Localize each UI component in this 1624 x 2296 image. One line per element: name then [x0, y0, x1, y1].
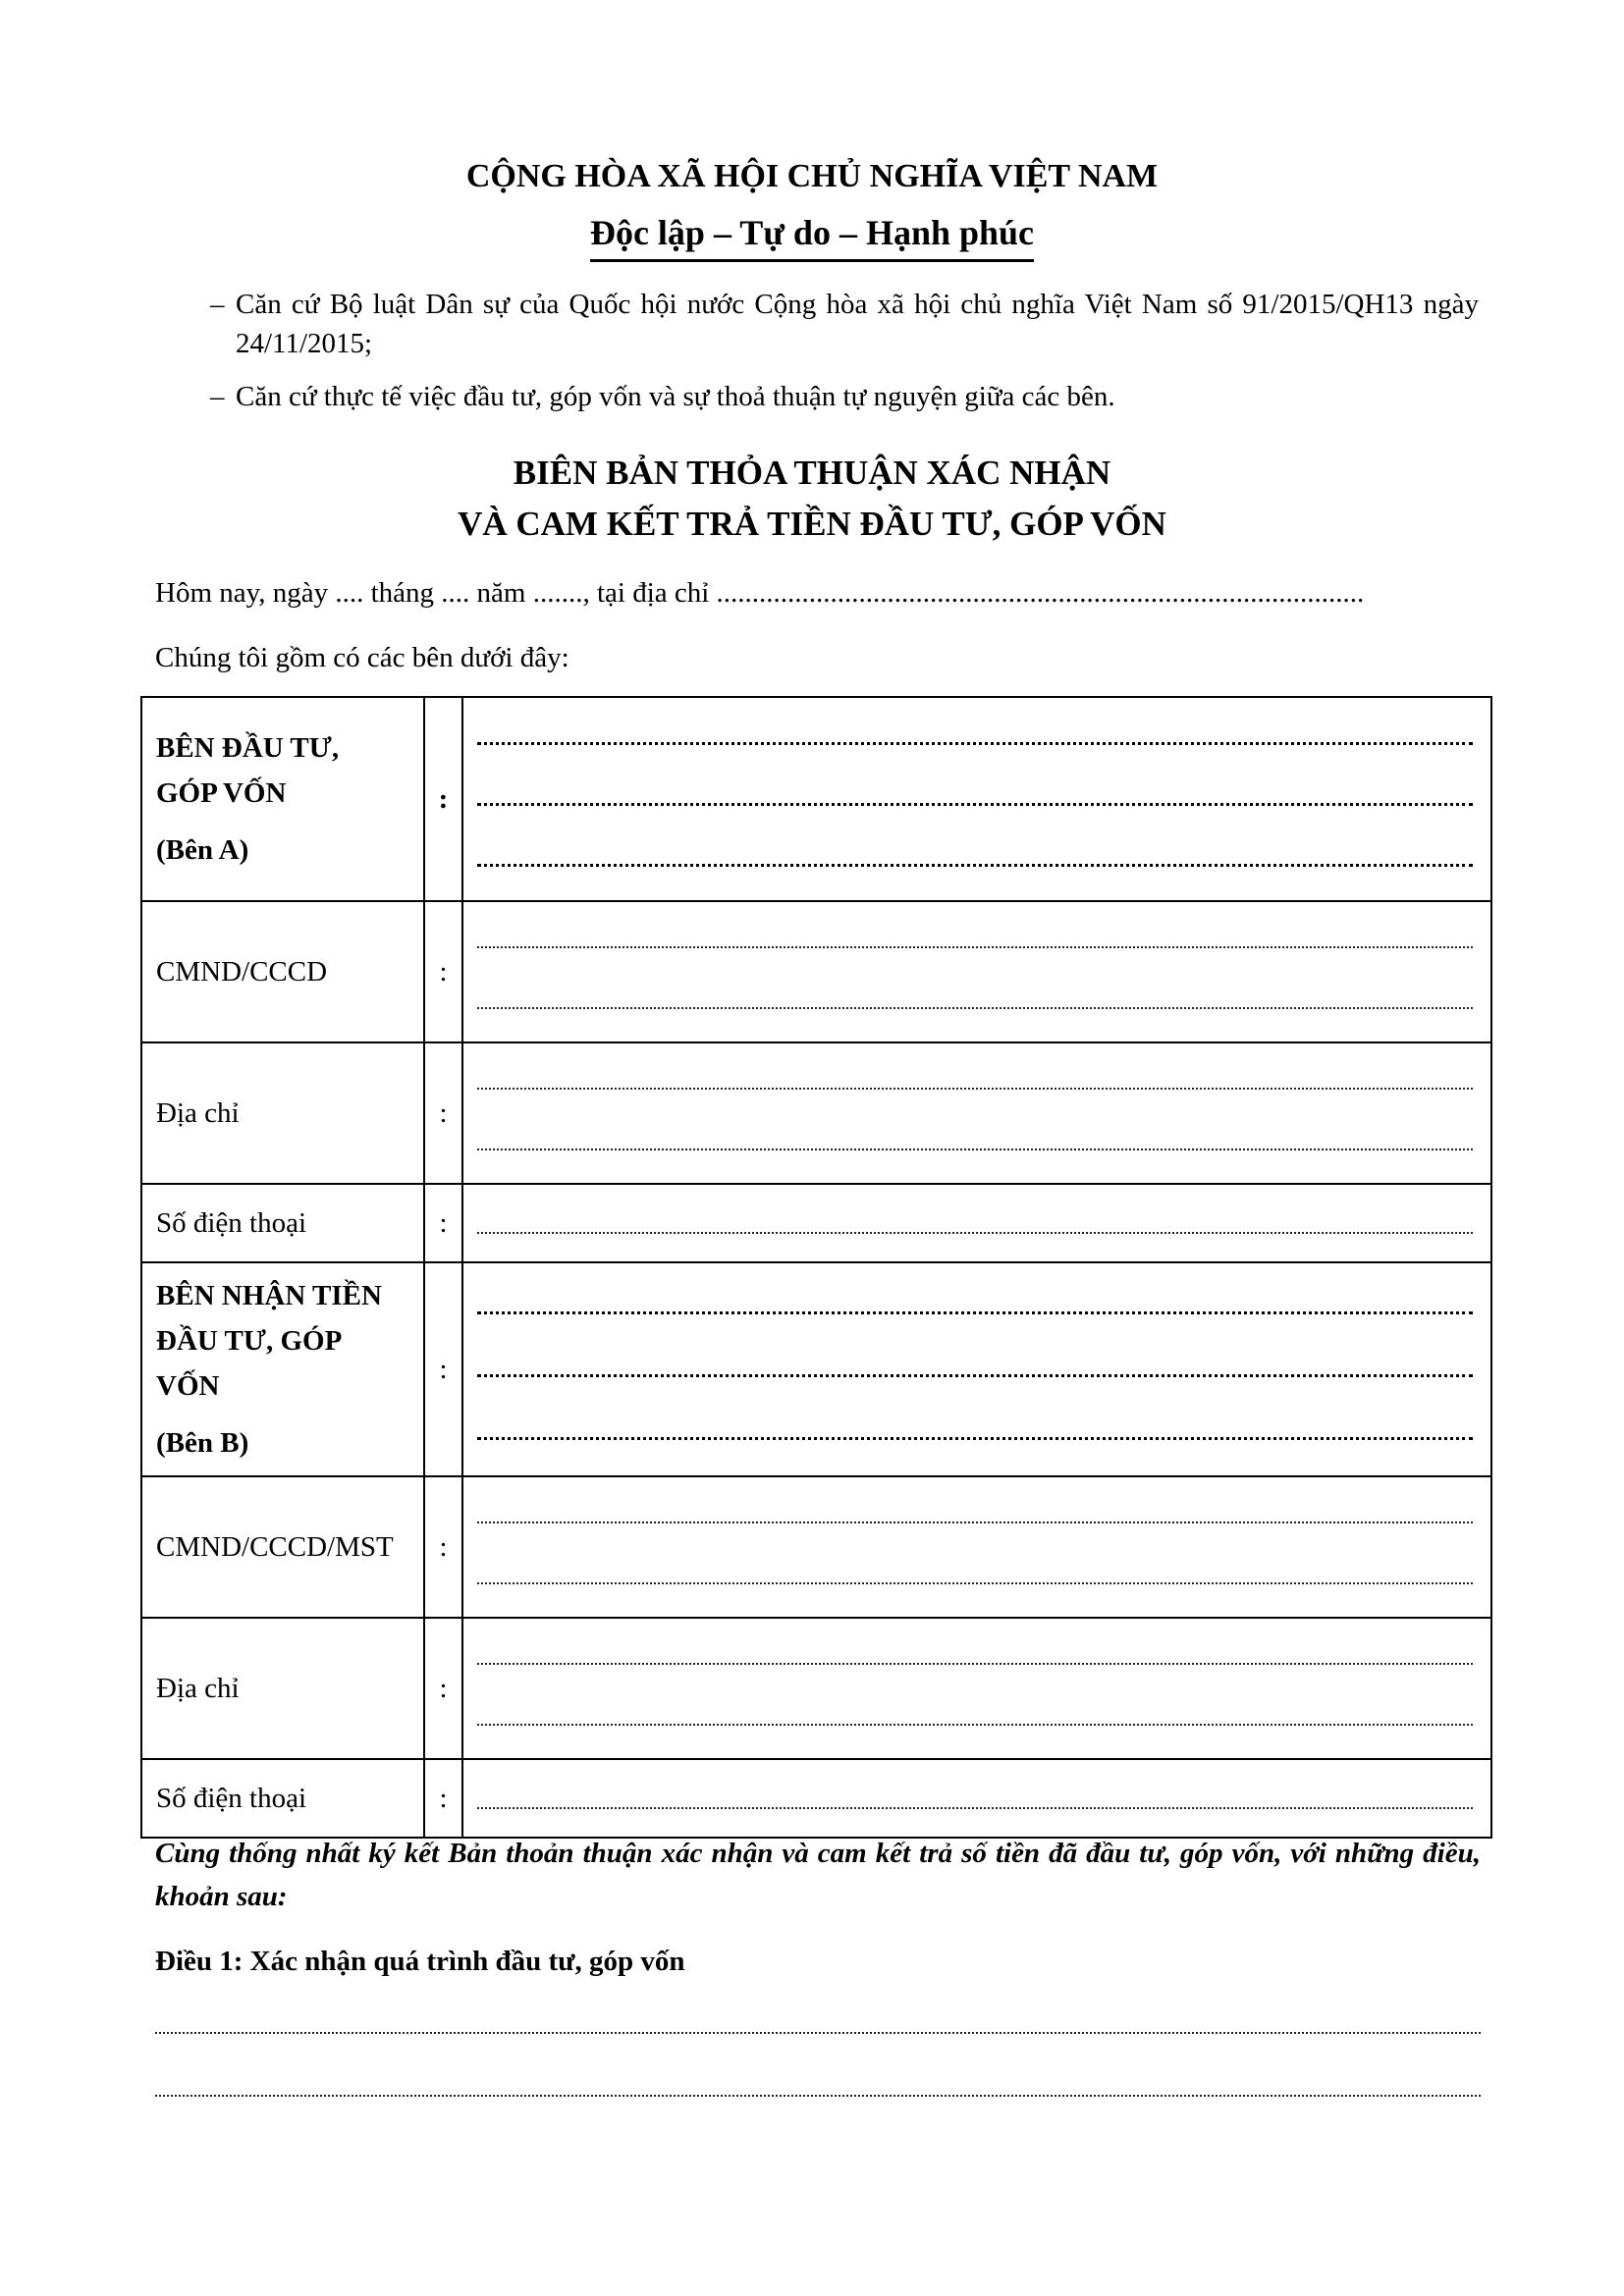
- table-row: [141, 1184, 1491, 1262]
- party-a-address-field[interactable]: [462, 1042, 1491, 1184]
- dotted-line[interactable]: [477, 1338, 1473, 1401]
- party-b-phone-field[interactable]: [462, 1759, 1491, 1838]
- table-row: [141, 1759, 1491, 1838]
- party-b-address-label: Địa chỉ: [141, 1618, 424, 1759]
- colon: :: [424, 1618, 462, 1759]
- colon: :: [424, 901, 462, 1042]
- agreement-statement: Cùng thống nhất ký kết Bản thoản thuận xác nhận và cam kết trả số tiền đã đầu tư, góp vốn, với những điều, khoản sau:: [155, 1838, 1481, 1912]
- party-b-label-line: BÊN NHẬN TIỀN: [156, 1280, 382, 1311]
- motto-text: Độc lập – Tự do – Hạnh phúc: [590, 210, 1034, 262]
- table-row: [141, 1042, 1491, 1184]
- legal-basis-item: [210, 377, 1479, 416]
- party-b-id-label: CMND/CCCD/MST: [141, 1476, 424, 1618]
- dotted-line[interactable]: [477, 829, 1473, 890]
- dotted-line[interactable]: [477, 769, 1473, 829]
- dotted-line[interactable]: [477, 1401, 1473, 1464]
- party-b-sub: (Bên B): [156, 1427, 249, 1459]
- dash-bullet: –: [210, 289, 225, 320]
- document-title-line1: BIÊN BẢN THỎA THUẬN XÁC NHẬN: [513, 454, 1111, 492]
- table-row: [141, 1476, 1491, 1618]
- table-row: [141, 1262, 1491, 1476]
- article-1-dotted-line[interactable]: [155, 2028, 1481, 2034]
- national-name: CỘNG HÒA XÃ HỘI CHỦ NGHĨA VIỆT NAM: [465, 158, 1159, 194]
- party-a-name-field[interactable]: [462, 697, 1491, 901]
- parties-table: [140, 696, 1492, 1839]
- party-a-label: [141, 697, 424, 901]
- colon: :: [424, 1042, 462, 1184]
- dotted-line[interactable]: [477, 1486, 1473, 1547]
- colon: :: [424, 1184, 462, 1262]
- table-row: [141, 697, 1491, 901]
- party-b-label-line: ĐẦU TƯ, GÓP: [156, 1325, 343, 1357]
- colon: :: [424, 1759, 462, 1838]
- dotted-line[interactable]: [477, 1195, 1473, 1252]
- party-a-phone-label: Số điện thoại: [141, 1184, 424, 1262]
- parties-intro: Chúng tôi gồm có các bên dưới đây:: [155, 642, 569, 673]
- dotted-line[interactable]: [477, 972, 1473, 1033]
- dotted-line[interactable]: [477, 1628, 1473, 1688]
- dotted-line[interactable]: [477, 911, 1473, 972]
- party-b-phone-label: Số điện thoại: [141, 1759, 424, 1838]
- colon: :: [424, 1262, 462, 1476]
- party-b-name-field[interactable]: [462, 1262, 1491, 1476]
- party-a-id-field[interactable]: [462, 901, 1491, 1042]
- legal-bases: [210, 285, 1479, 430]
- national-motto: [0, 210, 1624, 262]
- dotted-line[interactable]: [477, 1275, 1473, 1338]
- party-b-label-line: VỐN: [156, 1370, 220, 1402]
- party-b-label: [141, 1262, 424, 1476]
- article-1-heading: Điều 1: Xác nhận quá trình đầu tư, góp vốn: [155, 1946, 685, 1977]
- date-place-line[interactable]: Hôm nay, ngày .... tháng .... năm ......., tại địa chỉ ...........................................................................................: [155, 577, 1365, 609]
- party-a-label-line: GÓP VỐN: [156, 777, 287, 809]
- party-b-address-field[interactable]: [462, 1618, 1491, 1759]
- document-title-line2: VÀ CAM KẾT TRẢ TIỀN ĐẦU TƯ, GÓP VỐN: [458, 505, 1166, 543]
- dotted-line[interactable]: [477, 1770, 1473, 1827]
- party-b-id-field[interactable]: [462, 1476, 1491, 1618]
- legal-basis-item: [210, 285, 1479, 363]
- party-a-id-label: CMND/CCCD: [141, 901, 424, 1042]
- party-a-label-line: BÊN ĐẦU TƯ,: [156, 732, 340, 764]
- legal-basis-text: Căn cứ thực tế việc đầu tư, góp vốn và sự thoả thuận tự nguyện giữa các bên.: [236, 381, 1115, 412]
- party-a-sub: (Bên A): [156, 834, 249, 866]
- party-a-address-label: Địa chỉ: [141, 1042, 424, 1184]
- dash-bullet: –: [210, 381, 225, 412]
- article-1-dotted-line[interactable]: [155, 2091, 1481, 2097]
- dotted-line[interactable]: [477, 1113, 1473, 1174]
- table-row: [141, 1618, 1491, 1759]
- dotted-line[interactable]: [477, 1547, 1473, 1608]
- dotted-line[interactable]: [477, 708, 1473, 769]
- colon: :: [424, 1476, 462, 1618]
- dotted-line[interactable]: [477, 1688, 1473, 1749]
- dotted-line[interactable]: [477, 1052, 1473, 1113]
- colon: :: [424, 697, 462, 901]
- legal-basis-text: Căn cứ Bộ luật Dân sự của Quốc hội nước Cộng hòa xã hội chủ nghĩa Việt Nam số 91/2015/QH13 ngày 24/11/2015;: [236, 289, 1479, 359]
- table-row: [141, 901, 1491, 1042]
- document-title: [0, 448, 1624, 550]
- party-a-phone-field[interactable]: [462, 1184, 1491, 1262]
